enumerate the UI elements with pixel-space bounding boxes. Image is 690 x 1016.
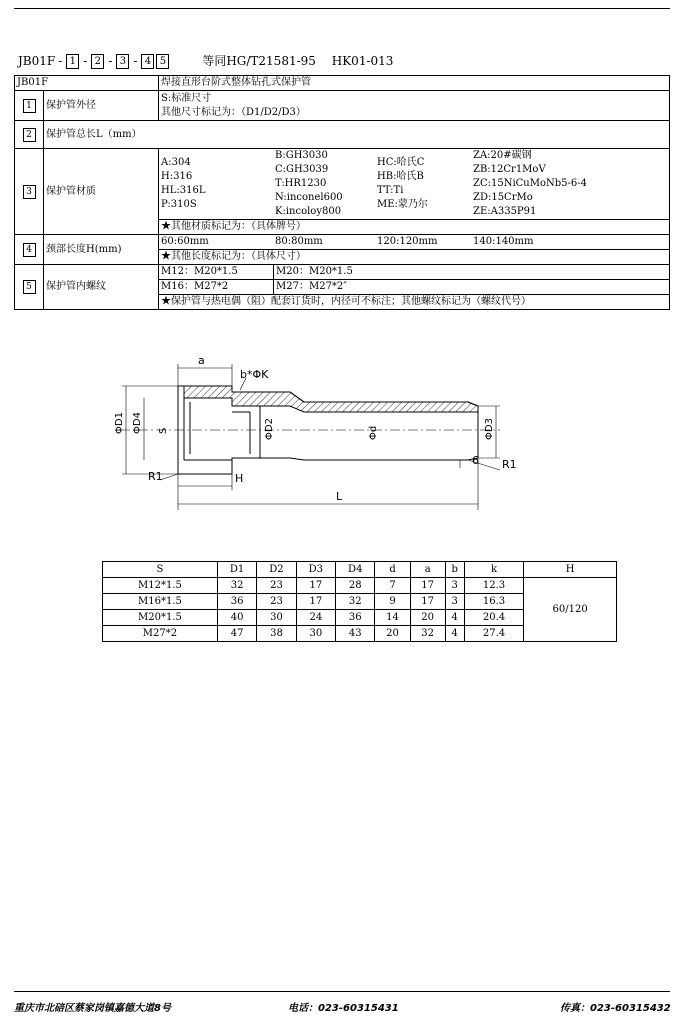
dim-cell: 20 [410,610,445,626]
dim-cell: 32 [217,578,256,594]
thread-option: M16：M27*2 [159,280,274,295]
dim-header: H [524,562,617,578]
material-item: B:GH3030 [275,150,328,161]
dim-cell: 17 [296,578,335,594]
spec-code: JB01F [15,76,159,91]
footer-fax: 传真：023-60315432 [560,1003,671,1014]
thread-option: M20：M20*1.5 [274,265,670,280]
label-s: S [158,427,169,434]
label-d2: ΦD2 [264,418,275,440]
dim-cell: 30 [257,610,296,626]
dim-cell: 17 [410,578,445,594]
neck-note: ★其他长度标记为：（具体尺寸） [159,250,670,265]
model-code: JB01F [18,54,56,68]
label-d1: ΦD1 [114,412,125,434]
row-num-2: 2 [23,128,36,142]
label-r1-right: R1 [502,458,517,471]
dim-cell: 40 [217,610,256,626]
material-item: ZB:12Cr1MoV [473,164,546,175]
row-label-neck: 颈部长度H(mm) [44,235,159,265]
dim-cell: 7 [375,578,410,594]
dim-cell: 32 [410,626,445,642]
dim-cell: 3 [445,594,464,610]
neck-option: 60:60mm [161,236,209,247]
label-d3: ΦD3 [484,418,495,440]
dim-cell: 20 [375,626,410,642]
material-item: C:GH3039 [275,164,329,175]
dimension-table [102,561,617,642]
material-item: ZC:15NiCuMoNb5-6-4 [473,178,587,189]
neck-option: 80:80mm [275,236,323,247]
dim-cell: M20*1.5 [103,610,218,626]
dim-cell: 32 [336,594,375,610]
label-h: H [235,472,244,485]
h-value-cell: 60/120 [524,578,617,642]
dim-header: D2 [257,562,296,578]
dim-cell: 3 [445,578,464,594]
dim-cell: 12.3 [464,578,524,594]
dim-cell: 30 [296,626,335,642]
label-l: L [336,490,343,503]
dim-cell: 24 [296,610,335,626]
material-item: N:inconel600 [275,192,343,203]
material-item: ZA:20#碳钢 [473,150,532,161]
dim-cell: 4 [445,610,464,626]
standard-ref: 等同HG/T21581-95 [202,54,316,68]
material-item: ZE:A335P91 [473,206,537,217]
material-item: HC:哈氏C [377,157,425,168]
footer-phone: 电话：023-60315431 [288,1003,399,1014]
material-item: HB:哈氏B [377,171,424,182]
row-label-length: 保护管总长L（mm） [44,121,670,149]
material-item: TT:Ti [377,185,404,196]
technical-drawing [100,350,540,510]
dim-header: b [445,562,464,578]
dim-cell: 16.3 [464,594,524,610]
label-a: a [198,354,205,367]
row-num-4: 4 [23,243,36,257]
dim-cell: M12*1.5 [103,578,218,594]
label-d4: ΦD4 [132,412,143,434]
dim-header: a [410,562,445,578]
dim-cell: 9 [375,594,410,610]
top-rule [14,8,670,9]
diameter-line-2: 其他尺寸标记为：（D1/D2/D3） [161,106,306,118]
row-num-5: 5 [23,280,36,294]
row-num-1: 1 [23,99,36,113]
dim-header: S [103,562,218,578]
dim-cell: M16*1.5 [103,594,218,610]
code-box-4: 4 [141,54,154,69]
thread-note: ★保护管与热电偶（阻）配套订货时，内径可不标注；其他螺纹标记为（螺纹代号） [159,295,670,310]
row-num-3: 3 [23,185,36,199]
dim-cell: M27*2 [103,626,218,642]
dim-cell: 23 [257,578,296,594]
neck-option: 140:140mm [473,236,534,247]
code-box-3: 3 [116,54,129,69]
row-label-material: 保护管材质 [44,149,159,235]
material-item: P:310S [161,199,197,210]
model-code-line: JB01F - 1 - 2 - 3 - 4 5 等同HG/T21581-95 HK01-013 [18,54,394,68]
neck-option: 120:120mm [377,236,438,247]
table-row [103,578,617,594]
catalog-ref: HK01-013 [331,54,394,68]
label-bk: b*ΦK [240,368,269,381]
row-label-diameter: 保护管外径 [44,91,159,121]
code-box-5: 5 [156,54,169,69]
material-note: ★其他材质标记为：（具体牌号） [159,220,670,235]
dim-cell: 23 [257,594,296,610]
material-item: HL:316L [161,185,206,196]
bottom-rule [14,991,670,992]
dim-header: D1 [217,562,256,578]
material-item: T:HR1230 [275,178,327,189]
spec-title: 焊接直形台阶式整体钻孔式保护管 [159,76,670,91]
dim-cell: 36 [336,610,375,626]
label-d: Φd [368,425,379,440]
spec-table [14,75,670,310]
material-item: A:304 [161,157,191,168]
dim-cell: 28 [336,578,375,594]
dim-cell: 36 [217,594,256,610]
dim-cell: 43 [336,626,375,642]
thread-option: M27：M27*2″ [276,281,348,292]
dim-header: D3 [296,562,335,578]
dim-cell: 47 [217,626,256,642]
material-item: H:316 [161,171,193,182]
code-box-2: 2 [91,54,104,69]
dim-header: k [464,562,524,578]
dim-cell: 27.4 [464,626,524,642]
code-box-1: 1 [66,54,79,69]
dim-header: D4 [336,562,375,578]
label-6: 6 [472,454,479,467]
material-grid [159,149,669,219]
dim-cell: 17 [296,594,335,610]
footer-address: 重庆市北碚区蔡家岗镇嘉德大道8号 [14,1003,171,1014]
row-label-thread: 保护管内螺纹 [44,265,159,310]
material-item: K:incoloy800 [275,206,342,217]
dim-cell: 4 [445,626,464,642]
dim-header: d [375,562,410,578]
dim-cell: 38 [257,626,296,642]
label-r1: R1 [148,470,163,483]
dim-cell: 20.4 [464,610,524,626]
diameter-line-1: S:标准尺寸 [161,92,212,104]
thread-option: M12：M20*1.5 [159,265,274,280]
material-item: ME:蒙乃尔 [377,199,428,210]
dim-cell: 14 [375,610,410,626]
material-item: ZD:15CrMo [473,192,533,203]
dim-cell: 17 [410,594,445,610]
